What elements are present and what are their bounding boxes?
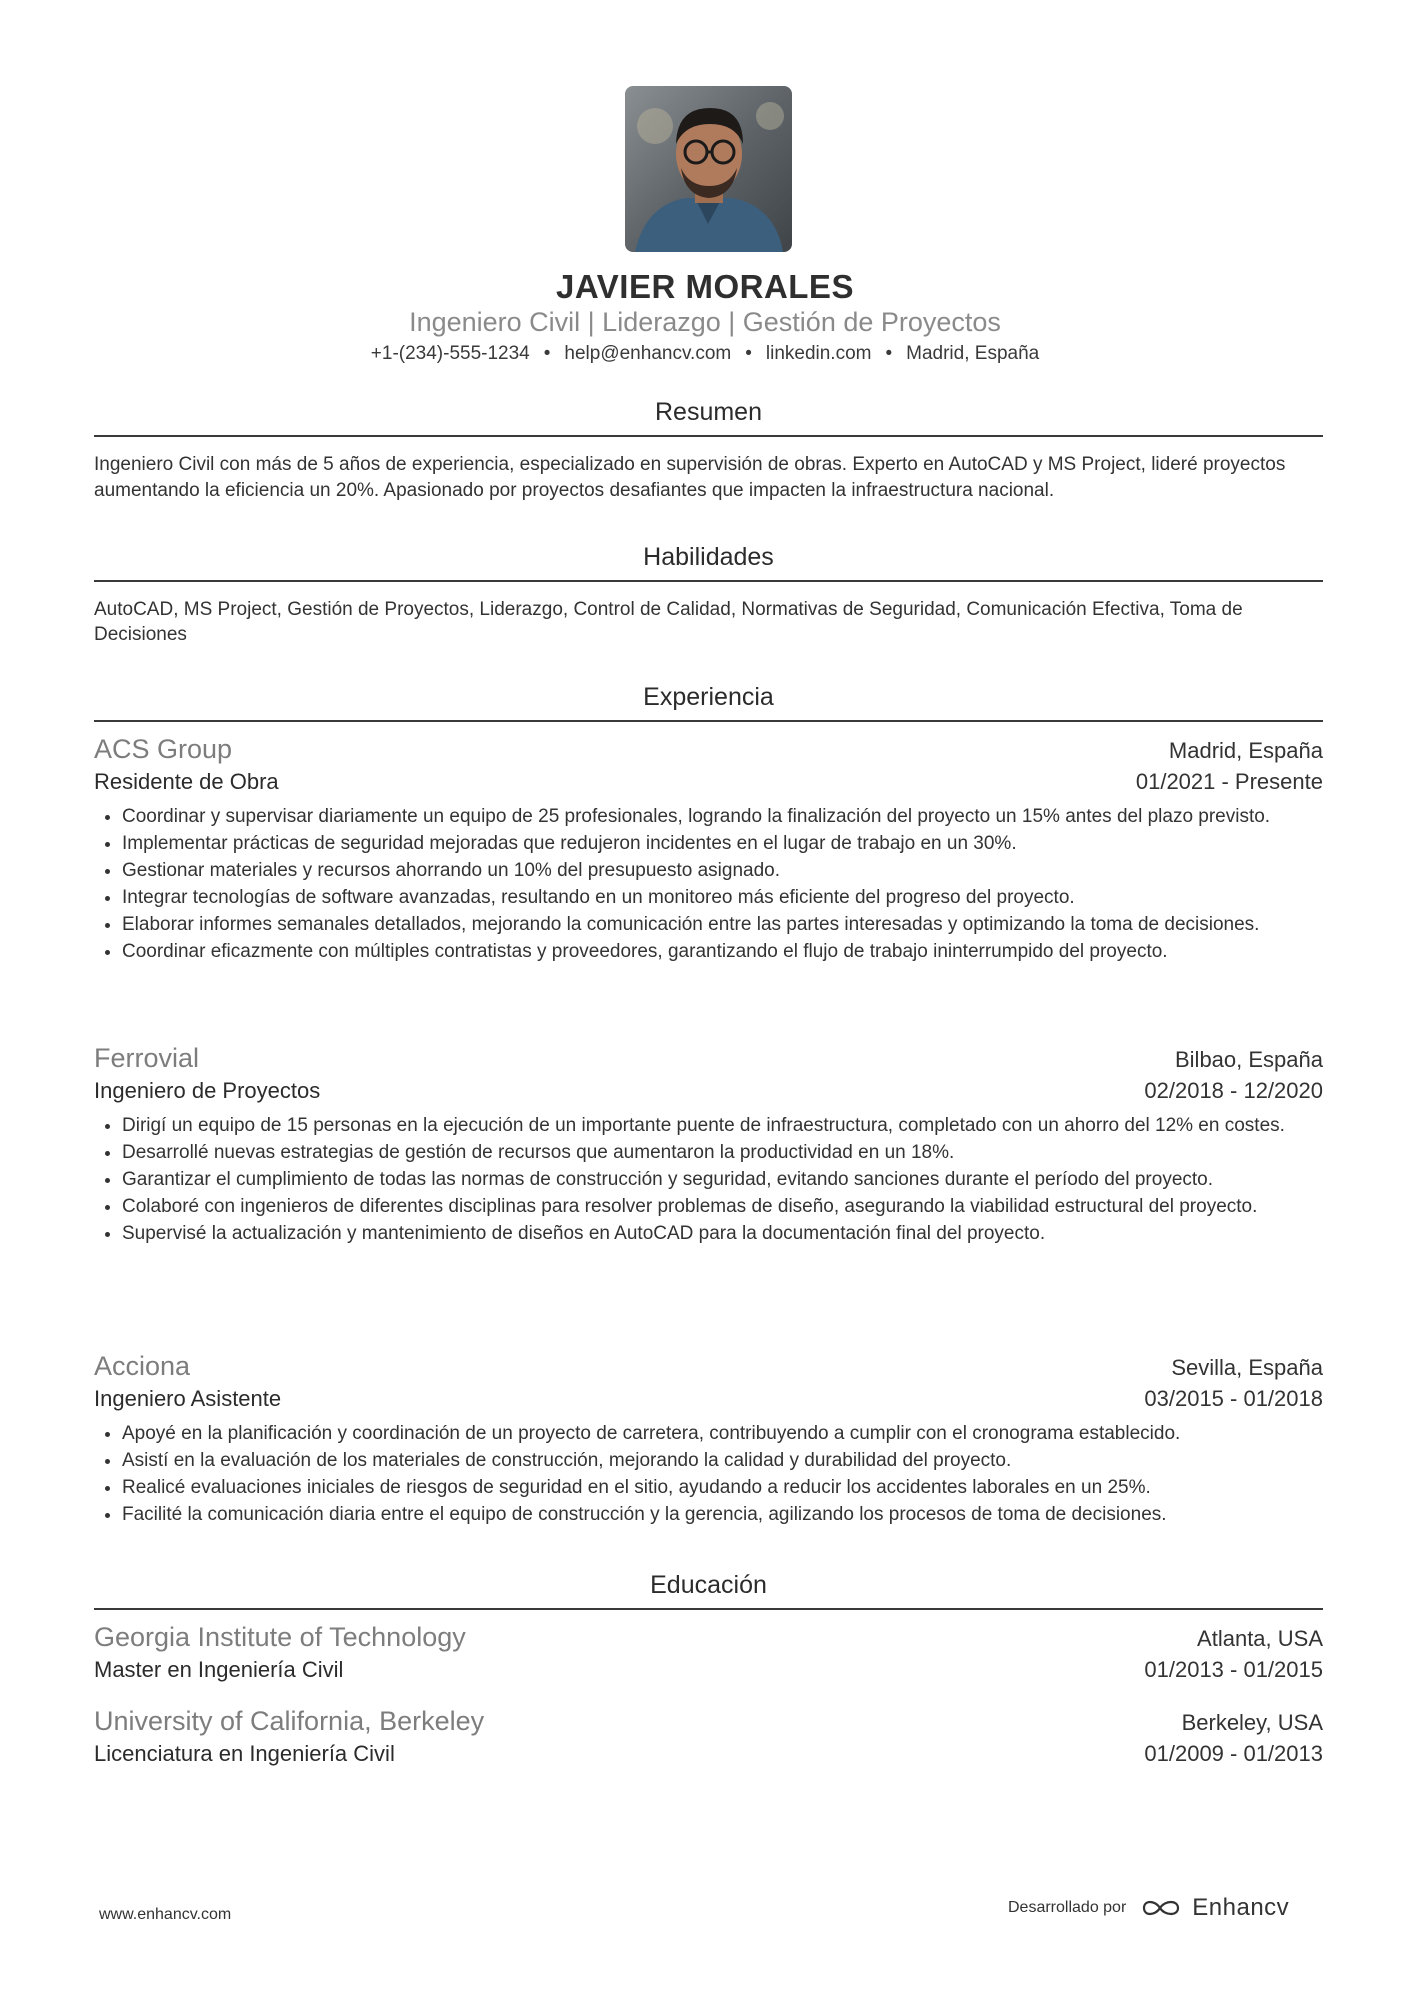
bullet-item: • Coordinar y supervisar diariamente un equipo de 25 profesionales, logrando la finalización del proyecto un 15% antes del plazo previsto. <box>122 803 1323 830</box>
bullet-item: • Elaborar informes semanales detallados, mejorando la comunicación entre las partes interesadas y optimizando la toma de decisiones. <box>122 911 1323 938</box>
candidate-name: JAVIER MORALES <box>556 268 854 305</box>
footer-website-link[interactable]: www.enhancv.com <box>99 1906 232 1923</box>
education-entry <box>94 1622 1323 1683</box>
bullet-item: • Implementar prácticas de seguridad mejoradas que redujeron incidentes en el lugar de trabajo en un 30%. <box>122 830 1323 857</box>
job-bullets <box>94 1112 1323 1247</box>
experience-entry <box>94 734 1323 965</box>
bullet-item: • Coordinar eficazmente con múltiples contratistas y proveedores, garantizando el flujo de trabajo ininterrumpido del proyecto. <box>122 938 1323 965</box>
separator-dot: • <box>543 343 551 364</box>
job-title: Residente de Obra <box>94 769 279 794</box>
enhancv-logo-icon <box>1138 1896 1184 1920</box>
candidate-headline: Ingeniero Civil | Liderazgo | Gestión de Proyectos <box>409 307 1001 337</box>
contact-line <box>0 343 1410 365</box>
education-dates: 01/2009 - 01/2013 <box>1144 1741 1323 1766</box>
company-name: Ferrovial <box>94 1043 200 1073</box>
footer-branding <box>1008 1894 1289 1922</box>
school-name: Georgia Institute of Technology <box>94 1622 466 1652</box>
experience-entry <box>94 1043 1323 1247</box>
experience-entry <box>94 1351 1323 1528</box>
education-entry <box>94 1706 1323 1767</box>
bullet-item: • Apoyé en la planificación y coordinación de un proyecto de carretera, contribuyendo a cumplir con el cronograma establecido. <box>122 1420 1323 1447</box>
bullet-item: • Desarrollé nuevas estrategias de gestión de recursos que aumentaron la productividad en un 18%. <box>122 1139 1323 1166</box>
job-dates: 01/2021 - Presente <box>1135 769 1323 794</box>
job-dates: 03/2015 - 01/2018 <box>1144 1386 1323 1411</box>
education-section-title: Educación <box>94 1571 1323 1610</box>
job-location: Madrid, España <box>1168 738 1323 763</box>
contact-location: Madrid, España <box>906 343 1040 364</box>
school-location: Berkeley, USA <box>1181 1710 1323 1735</box>
bullet-item: • Dirigí un equipo de 15 personas en la ejecución de un importante puente de infraestructura, completado con un ahorro del 12% en costes. <box>122 1112 1323 1139</box>
enhancv-brand[interactable]: Enhancv <box>1192 1894 1290 1921</box>
bullet-item: • Gestionar materiales y recursos ahorrando un 10% del presupuesto asignado. <box>122 857 1323 884</box>
company-name: Acciona <box>94 1351 191 1381</box>
school-name: University of California, Berkeley <box>94 1706 485 1736</box>
job-location: Sevilla, España <box>1171 1355 1323 1380</box>
profile-photo <box>625 86 792 252</box>
bullet-item: • Integrar tecnologías de software avanzadas, resultando en un monitoreo más eficiente del progreso del proyecto. <box>122 884 1323 911</box>
company-name: ACS Group <box>94 734 233 764</box>
job-bullets <box>94 1420 1323 1528</box>
job-bullets <box>94 803 1323 965</box>
bullet-item: • Colaboré con ingenieros de diferentes disciplinas para resolver problemas de diseño, asegurando la viabilidad estructural del proyecto. <box>122 1193 1323 1220</box>
degree-name: Master en Ingeniería Civil <box>94 1657 344 1682</box>
bullet-item: • Realicé evaluaciones iniciales de riesgos de seguridad en el sitio, ayudando a reducir los accidentes laborales en un 25%. <box>122 1474 1323 1501</box>
summary-text: Ingeniero Civil con más de 5 años de experiencia, especializado en supervisión de obras. Experto en AutoCAD y MS Project, lideré proyectos aumentando la eficiencia un 20%. Apasionado por proyectos desafiantes que impacten la infraestructura nacional. <box>94 454 1286 501</box>
bullet-item: • Garantizar el cumplimiento de todas las normas de construcción y seguridad, evitando sanciones durante el período del proyecto. <box>122 1166 1323 1193</box>
skills-text: AutoCAD, MS Project, Gestión de Proyectos, Liderazgo, Control de Calidad, Normativas de Seguridad, Comunicación Efectiva, Toma de Decisiones <box>94 599 1243 645</box>
bullet-item: • Asistí en la evaluación de los materiales de construcción, mejorando la calidad y durabilidad del proyecto. <box>122 1447 1323 1474</box>
skills-section-title: Habilidades <box>94 543 1323 582</box>
job-location: Bilbao, España <box>1175 1047 1323 1072</box>
bullet-item: • Facilité la comunicación diaria entre el equipo de construcción y la gerencia, agilizando los procesos de toma de decisiones. <box>122 1501 1323 1528</box>
bullet-item: • Supervisé la actualización y mantenimiento de diseños en AutoCAD para la documentación final del proyecto. <box>122 1220 1323 1247</box>
job-dates: 02/2018 - 12/2020 <box>1144 1078 1323 1103</box>
education-dates: 01/2013 - 01/2015 <box>1144 1657 1323 1682</box>
degree-name: Licenciatura en Ingeniería Civil <box>94 1741 395 1766</box>
school-location: Atlanta, USA <box>1197 1626 1323 1651</box>
powered-by-label: Desarrollado por <box>1008 1899 1127 1916</box>
contact-email[interactable]: help@enhancv.com <box>564 343 732 364</box>
job-title: Ingeniero Asistente <box>94 1386 282 1411</box>
separator-dot: • <box>885 343 893 364</box>
contact-phone[interactable]: +1-(234)-555-1234 <box>370 343 530 364</box>
contact-linkedin[interactable]: linkedin.com <box>765 343 872 364</box>
experience-section-title: Experiencia <box>94 683 1323 722</box>
job-title: Ingeniero de Proyectos <box>94 1078 321 1103</box>
summary-section-title: Resumen <box>94 398 1323 437</box>
separator-dot: • <box>745 343 752 364</box>
